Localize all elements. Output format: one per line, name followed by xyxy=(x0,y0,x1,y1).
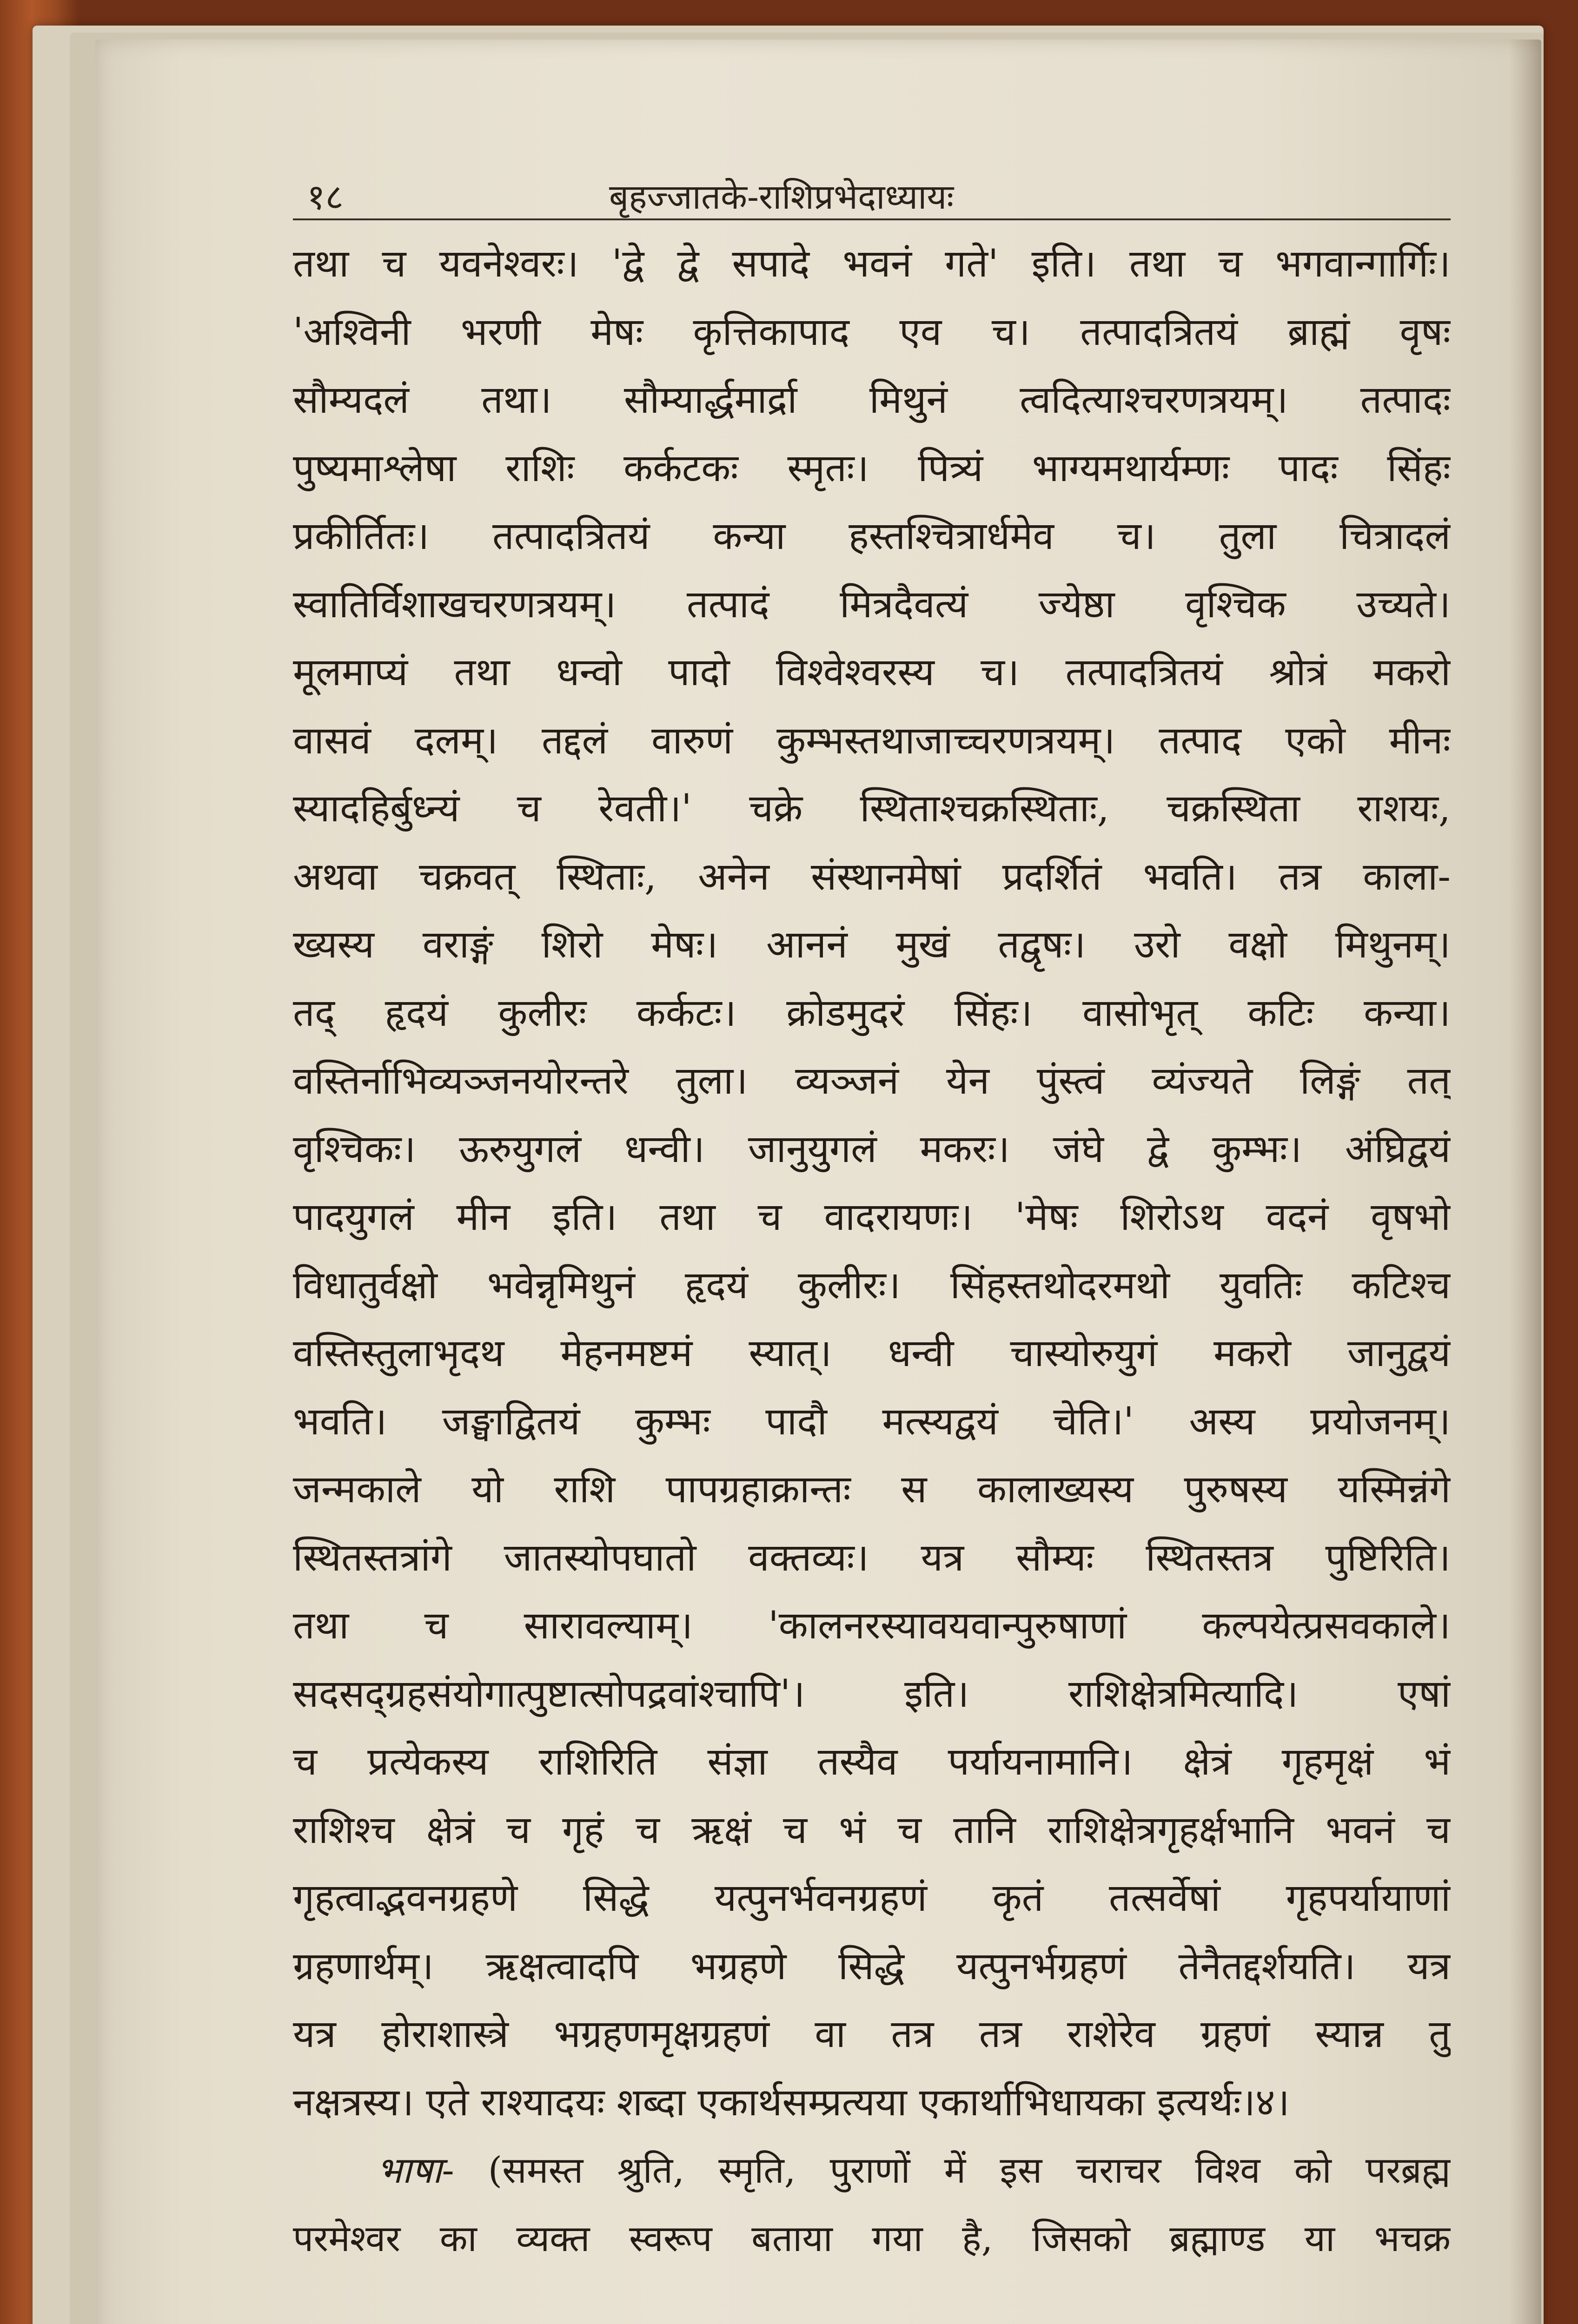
header-rule xyxy=(293,218,1451,220)
text-line: वृश्चिकः। ऊरुयुगलं धन्वी। जानुयुगलं मकरः। जंघे द्वे कुम्भः। अंघ्रिद्वयं xyxy=(293,1127,1451,1171)
text-line: स्यादहिर्बुध्न्यं च रेवती।' चक्रे स्थिताश्चक्रस्थिताः, चक्रस्थिता राशयः, xyxy=(293,786,1451,831)
text-line: मूलमाप्यं तथा धन्वो पादो विश्वेश्वरस्य च। तत्पादत्रितयं श्रोत्रं मकरो xyxy=(293,650,1451,694)
text-line: तथा च सारावल्याम्। 'कालनरस्यावयवान्पुरुषाणां कल्पयेत्प्रसवकाले। xyxy=(293,1604,1451,1648)
text-line: विधातुर्वक्षो भवेन्नृमिथुनं हृदयं कुलीरः। सिंहस्तथोदरमथो युवतिः कटिश्च xyxy=(293,1263,1451,1307)
text-line: तद् हृदयं कुलीरः कर्कटः। क्रोडमुदरं सिंहः। वासोभृत् कटिः कन्या। xyxy=(293,990,1451,1035)
text-line: स्वातिर्विशाखचरणत्रयम्। तत्पादं मित्रदैवत्यं ज्येष्ठा वृश्चिक उच्यते। xyxy=(293,582,1451,627)
body-text xyxy=(293,230,1451,2273)
text-line: वस्तिस्तुलाभृदथ मेहनमष्टमं स्यात्। धन्वी चास्योरुयुगं मकरो जानुद्वयं xyxy=(293,1331,1451,1375)
page-number: १८ xyxy=(307,176,344,218)
bhasha-line xyxy=(293,2137,1451,2205)
text-line: सदसद्ग्रहसंयोगात्पुष्टात्सोपद्रवांश्चापि'। इति। राशिक्षेत्रमित्यादि। एषां xyxy=(293,1671,1451,1716)
text-line: राशिश्च क्षेत्रं च गृहं च ऋक्षं च भं च तानि राशिक्षेत्रगृहर्क्षभानि भवनं च xyxy=(293,1808,1451,1852)
text-line: जन्मकाले यो राशि पापग्रहाक्रान्तः स कालाख्यस्य पुरुषस्य यस्मिन्नंगे xyxy=(293,1467,1451,1512)
text-line: वासवं दलम्। तद्दलं वारुणं कुम्भस्तथाजाच्चरणत्रयम्। तत्पाद एको मीनः xyxy=(293,718,1451,763)
text-line: प्रकीर्तितः। तत्पादत्रितयं कन्या हस्तश्चित्रार्धमेव च। तुला चित्रादलं xyxy=(293,514,1451,558)
text-line: 'अश्विनी भरणी मेषः कृत्तिकापाद एव च। तत्पादत्रितयं ब्राह्मं वृषः xyxy=(293,310,1451,354)
text-line: अथवा चक्रवत् स्थिताः, अनेन संस्थानमेषां प्रदर्शितं भवति। तत्र काला- xyxy=(293,854,1451,899)
text-line: यत्र होराशास्त्रे भग्रहणमृक्षग्रहणं वा तत्र तत्र राशेरेव ग्रहणं स्यान्न तु xyxy=(293,2012,1451,2056)
text-line: तथा च यवनेश्वरः। 'द्वे द्वे सपादे भवनं गते' इति। तथा च भगवान्गार्गिः। xyxy=(293,242,1451,286)
bhasha-line: परमेश्वर का व्यक्त स्वरूप बताया गया है, जिसको ब्रह्माण्ड या भचक्र xyxy=(293,2218,1451,2260)
running-head xyxy=(200,172,1455,223)
text-line: च प्रत्येकस्य राशिरिति संज्ञा तस्यैव पर्यायनामानि। क्षेत्रं गृहमृक्षं भं xyxy=(293,1740,1451,1784)
text-line: ग्रहणार्थम्। ऋक्षत्वादपि भग्रहणे सिद्धे यत्पुनर्भग्रहणं तेनैतद्दर्शयति। यत्र xyxy=(293,1944,1451,1988)
text-line: गृहत्वाद्भवनग्रहणे सिद्धे यत्पुनर्भवनग्रहणं कृतं तत्सर्वेषां गृहपर्यायाणां xyxy=(293,1876,1451,1920)
text-line: सौम्यदलं तथा। सौम्यार्द्धमार्द्रा मिथुनं त्वदित्याश्चरणत्रयम्। तत्पादः xyxy=(293,378,1451,422)
text-line: पादयुगलं मीन इति। तथा च वादरायणः। 'मेषः शिरोऽथ वदनं वृषभो xyxy=(293,1195,1451,1239)
text-line: नक्षत्रस्य। एते राश्यादयः शब्दा एकार्थसम्प्रत्यया एकार्थाभिधायका इत्यर्थः।४। xyxy=(293,2080,1290,2125)
page-edge-shadow xyxy=(1509,40,1541,2324)
text-line: ख्यस्य वराङ्गं शिरो मेषः। आननं मुखं तद्वृषः। उरो वक्षो मिथुनम्। xyxy=(293,923,1451,967)
running-title: बृहज्जातके-राशिप्रभेदाध्यायः xyxy=(609,177,954,217)
text-line: भवति। जङ्घाद्वितयं कुम्भः पादौ मत्स्यद्वयं चेति।' अस्य प्रयोजनम्। xyxy=(293,1399,1451,1444)
text-line: स्थितस्तत्रांगे जातस्योपघातो वक्तव्यः। यत्र सौम्यः स्थितस्तत्र पुष्टिरिति। xyxy=(293,1535,1451,1580)
text-line: वस्तिर्नाभिव्यञ्जनयोरन्तरे तुला। व्यञ्जनं येन पुंस्त्वं व्यंज्यते लिङ्गं तत् xyxy=(293,1059,1451,1103)
bhasha-text: - (समस्त श्रुति, स्मृति, पुराणों में इस चराचर विश्व को परब्रह्म xyxy=(442,2150,1451,2192)
bhasha-label: भाषा xyxy=(377,2150,442,2192)
text-line: पुष्यमाश्लेषा राशिः कर्कटकः स्मृतः। पित्र्यं भाग्यमथार्यम्णः पादः सिंहः xyxy=(293,446,1451,490)
